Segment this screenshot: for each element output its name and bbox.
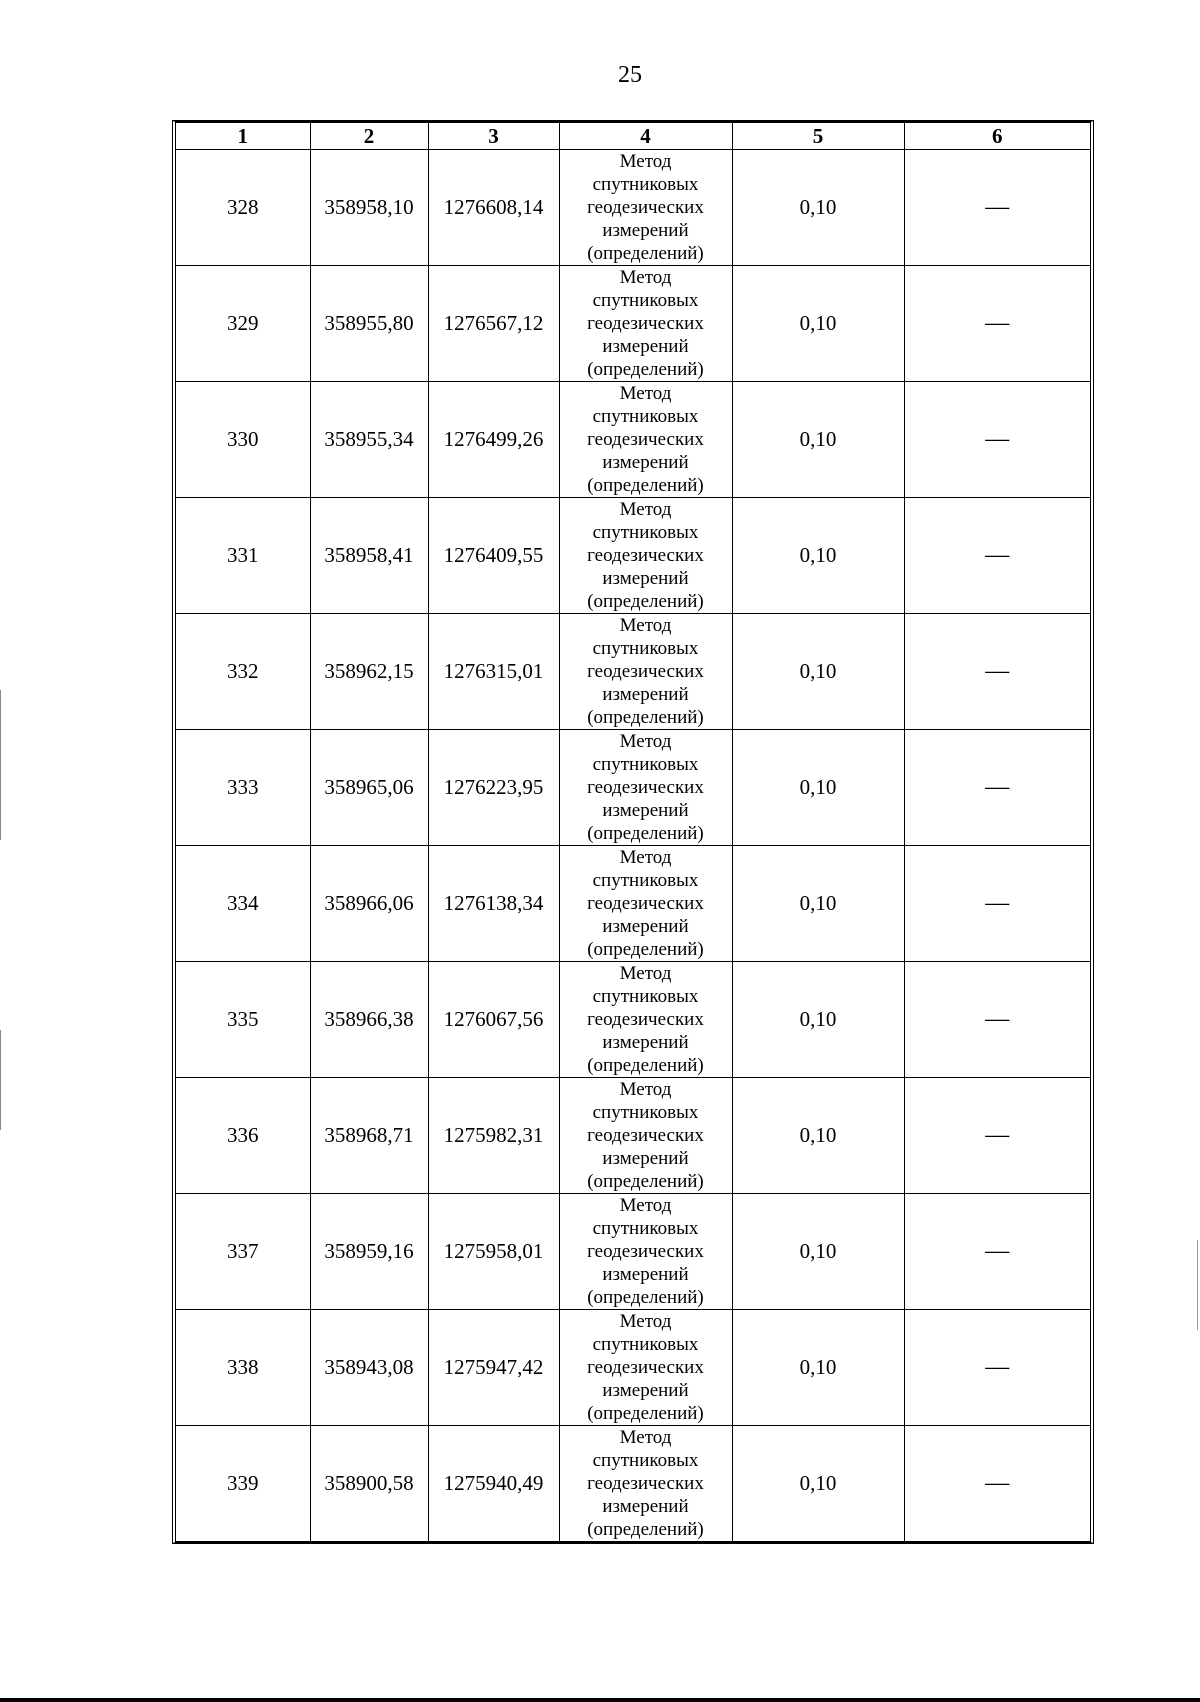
header-col-1: 1 xyxy=(176,123,310,150)
method-cell xyxy=(559,730,732,846)
method-cell xyxy=(559,1310,732,1426)
method-line: Метод xyxy=(619,1311,672,1332)
coord-x-cell: 358943,08 xyxy=(310,1310,428,1426)
method-line: (определений) xyxy=(587,1403,704,1424)
method-line: (определений) xyxy=(587,823,704,844)
point-number-cell: 333 xyxy=(176,730,310,846)
table-row xyxy=(176,1078,1090,1194)
table-body xyxy=(176,150,1090,1542)
method-line: Метод xyxy=(619,383,672,404)
note-cell: — xyxy=(904,150,1090,266)
point-number-cell: 331 xyxy=(176,498,310,614)
point-number-cell: 337 xyxy=(176,1194,310,1310)
method-line: геодезических xyxy=(587,1009,704,1030)
method-line: Метод xyxy=(619,499,672,520)
table-row xyxy=(176,1194,1090,1310)
coordinates-table-wrapper xyxy=(172,120,1094,1544)
coord-y-cell: 1275958,01 xyxy=(428,1194,559,1310)
accuracy-cell: 0,10 xyxy=(732,846,904,962)
coord-x-cell: 358968,71 xyxy=(310,1078,428,1194)
method-line: геодезических xyxy=(587,197,704,218)
method-line: спутниковых xyxy=(592,754,699,775)
method-line: Метод xyxy=(619,731,672,752)
method-line: спутниковых xyxy=(592,870,699,891)
coord-x-cell: 358955,34 xyxy=(310,382,428,498)
method-line: геодезических xyxy=(587,1241,704,1262)
coord-x-cell: 358966,38 xyxy=(310,962,428,1078)
method-cell xyxy=(559,150,732,266)
method-line: (определений) xyxy=(587,939,704,960)
coord-y-cell: 1276067,56 xyxy=(428,962,559,1078)
coord-y-cell: 1275982,31 xyxy=(428,1078,559,1194)
method-line: спутниковых xyxy=(592,1102,699,1123)
method-line: геодезических xyxy=(587,893,704,914)
method-line: (определений) xyxy=(587,1519,704,1540)
note-cell: — xyxy=(904,962,1090,1078)
method-line: измерений xyxy=(602,800,689,821)
table-row xyxy=(176,962,1090,1078)
method-line: геодезических xyxy=(587,1473,704,1494)
note-cell: — xyxy=(904,614,1090,730)
coord-x-cell: 358966,06 xyxy=(310,846,428,962)
accuracy-cell: 0,10 xyxy=(732,730,904,846)
accuracy-cell: 0,10 xyxy=(732,498,904,614)
coord-y-cell: 1276409,55 xyxy=(428,498,559,614)
note-cell: — xyxy=(904,846,1090,962)
accuracy-cell: 0,10 xyxy=(732,614,904,730)
header-col-6: 6 xyxy=(904,123,1090,150)
coord-y-cell: 1276223,95 xyxy=(428,730,559,846)
method-line: Метод xyxy=(619,151,672,172)
method-line: геодезических xyxy=(587,1357,704,1378)
point-number-cell: 328 xyxy=(176,150,310,266)
method-line: спутниковых xyxy=(592,638,699,659)
method-line: измерений xyxy=(602,1032,689,1053)
method-line: измерений xyxy=(602,336,689,357)
table-row xyxy=(176,150,1090,266)
header-col-2: 2 xyxy=(310,123,428,150)
header-col-3: 3 xyxy=(428,123,559,150)
table-row xyxy=(176,382,1090,498)
coord-y-cell: 1276315,01 xyxy=(428,614,559,730)
method-line: измерений xyxy=(602,684,689,705)
method-line: геодезических xyxy=(587,313,704,334)
method-line: спутниковых xyxy=(592,406,699,427)
method-line: (определений) xyxy=(587,1055,704,1076)
table-row xyxy=(176,730,1090,846)
table-row xyxy=(176,266,1090,382)
coord-y-cell: 1276567,12 xyxy=(428,266,559,382)
point-number-cell: 335 xyxy=(176,962,310,1078)
method-line: геодезических xyxy=(587,777,704,798)
coord-x-cell: 358958,41 xyxy=(310,498,428,614)
method-line: измерений xyxy=(602,1264,689,1285)
method-line: (определений) xyxy=(587,475,704,496)
note-cell: — xyxy=(904,730,1090,846)
point-number-cell: 339 xyxy=(176,1426,310,1542)
scan-bottom-edge xyxy=(0,1698,1200,1702)
method-cell xyxy=(559,846,732,962)
header-col-5: 5 xyxy=(732,123,904,150)
method-line: спутниковых xyxy=(592,1218,699,1239)
accuracy-cell: 0,10 xyxy=(732,1310,904,1426)
method-line: Метод xyxy=(619,847,672,868)
table-row xyxy=(176,1310,1090,1426)
method-line: геодезических xyxy=(587,429,704,450)
method-line: спутниковых xyxy=(592,290,699,311)
coord-y-cell: 1276608,14 xyxy=(428,150,559,266)
note-cell: — xyxy=(904,1426,1090,1542)
note-cell: — xyxy=(904,1078,1090,1194)
point-number-cell: 330 xyxy=(176,382,310,498)
method-line: геодезических xyxy=(587,545,704,566)
method-cell xyxy=(559,1194,732,1310)
table-header-row xyxy=(176,123,1090,150)
accuracy-cell: 0,10 xyxy=(732,382,904,498)
method-line: измерений xyxy=(602,220,689,241)
method-line: Метод xyxy=(619,1079,672,1100)
method-line: спутниковых xyxy=(592,522,699,543)
coord-y-cell: 1276499,26 xyxy=(428,382,559,498)
method-line: измерений xyxy=(602,1380,689,1401)
table-row xyxy=(176,614,1090,730)
point-number-cell: 332 xyxy=(176,614,310,730)
method-line: измерений xyxy=(602,568,689,589)
method-cell xyxy=(559,382,732,498)
method-cell xyxy=(559,266,732,382)
point-number-cell: 329 xyxy=(176,266,310,382)
method-line: Метод xyxy=(619,615,672,636)
note-cell: — xyxy=(904,1194,1090,1310)
coordinates-table xyxy=(176,123,1090,1541)
table-row xyxy=(176,1426,1090,1542)
accuracy-cell: 0,10 xyxy=(732,1078,904,1194)
method-line: (определений) xyxy=(587,1171,704,1192)
method-line: Метод xyxy=(619,1427,672,1448)
method-cell xyxy=(559,614,732,730)
method-line: геодезических xyxy=(587,661,704,682)
method-line: (определений) xyxy=(587,591,704,612)
method-cell xyxy=(559,1426,732,1542)
method-line: измерений xyxy=(602,1148,689,1169)
method-cell xyxy=(559,962,732,1078)
coord-x-cell: 358962,15 xyxy=(310,614,428,730)
method-line: Метод xyxy=(619,1195,672,1216)
scan-margin-mark xyxy=(0,690,1,840)
header-col-4: 4 xyxy=(559,123,732,150)
coord-y-cell: 1276138,34 xyxy=(428,846,559,962)
accuracy-cell: 0,10 xyxy=(732,266,904,382)
accuracy-cell: 0,10 xyxy=(732,1194,904,1310)
accuracy-cell: 0,10 xyxy=(732,150,904,266)
coord-y-cell: 1275940,49 xyxy=(428,1426,559,1542)
table-row xyxy=(176,498,1090,614)
method-line: Метод xyxy=(619,963,672,984)
page-number: 25 xyxy=(618,62,642,88)
note-cell: — xyxy=(904,382,1090,498)
method-line: геодезических xyxy=(587,1125,704,1146)
point-number-cell: 338 xyxy=(176,1310,310,1426)
note-cell: — xyxy=(904,266,1090,382)
method-line: спутниковых xyxy=(592,174,699,195)
method-line: Метод xyxy=(619,267,672,288)
coord-x-cell: 358955,80 xyxy=(310,266,428,382)
method-line: (определений) xyxy=(587,243,704,264)
accuracy-cell: 0,10 xyxy=(732,1426,904,1542)
coord-y-cell: 1275947,42 xyxy=(428,1310,559,1426)
scan-margin-mark xyxy=(1197,1240,1198,1330)
method-line: (определений) xyxy=(587,359,704,380)
coord-x-cell: 358958,10 xyxy=(310,150,428,266)
method-line: спутниковых xyxy=(592,986,699,1007)
point-number-cell: 336 xyxy=(176,1078,310,1194)
coord-x-cell: 358959,16 xyxy=(310,1194,428,1310)
method-line: спутниковых xyxy=(592,1450,699,1471)
note-cell: — xyxy=(904,1310,1090,1426)
table-row xyxy=(176,846,1090,962)
method-line: измерений xyxy=(602,916,689,937)
method-cell xyxy=(559,498,732,614)
point-number-cell: 334 xyxy=(176,846,310,962)
coord-x-cell: 358900,58 xyxy=(310,1426,428,1542)
method-cell xyxy=(559,1078,732,1194)
method-line: измерений xyxy=(602,1496,689,1517)
method-line: (определений) xyxy=(587,707,704,728)
accuracy-cell: 0,10 xyxy=(732,962,904,1078)
method-line: спутниковых xyxy=(592,1334,699,1355)
note-cell: — xyxy=(904,498,1090,614)
method-line: (определений) xyxy=(587,1287,704,1308)
coord-x-cell: 358965,06 xyxy=(310,730,428,846)
scan-margin-mark xyxy=(0,1030,1,1130)
method-line: измерений xyxy=(602,452,689,473)
